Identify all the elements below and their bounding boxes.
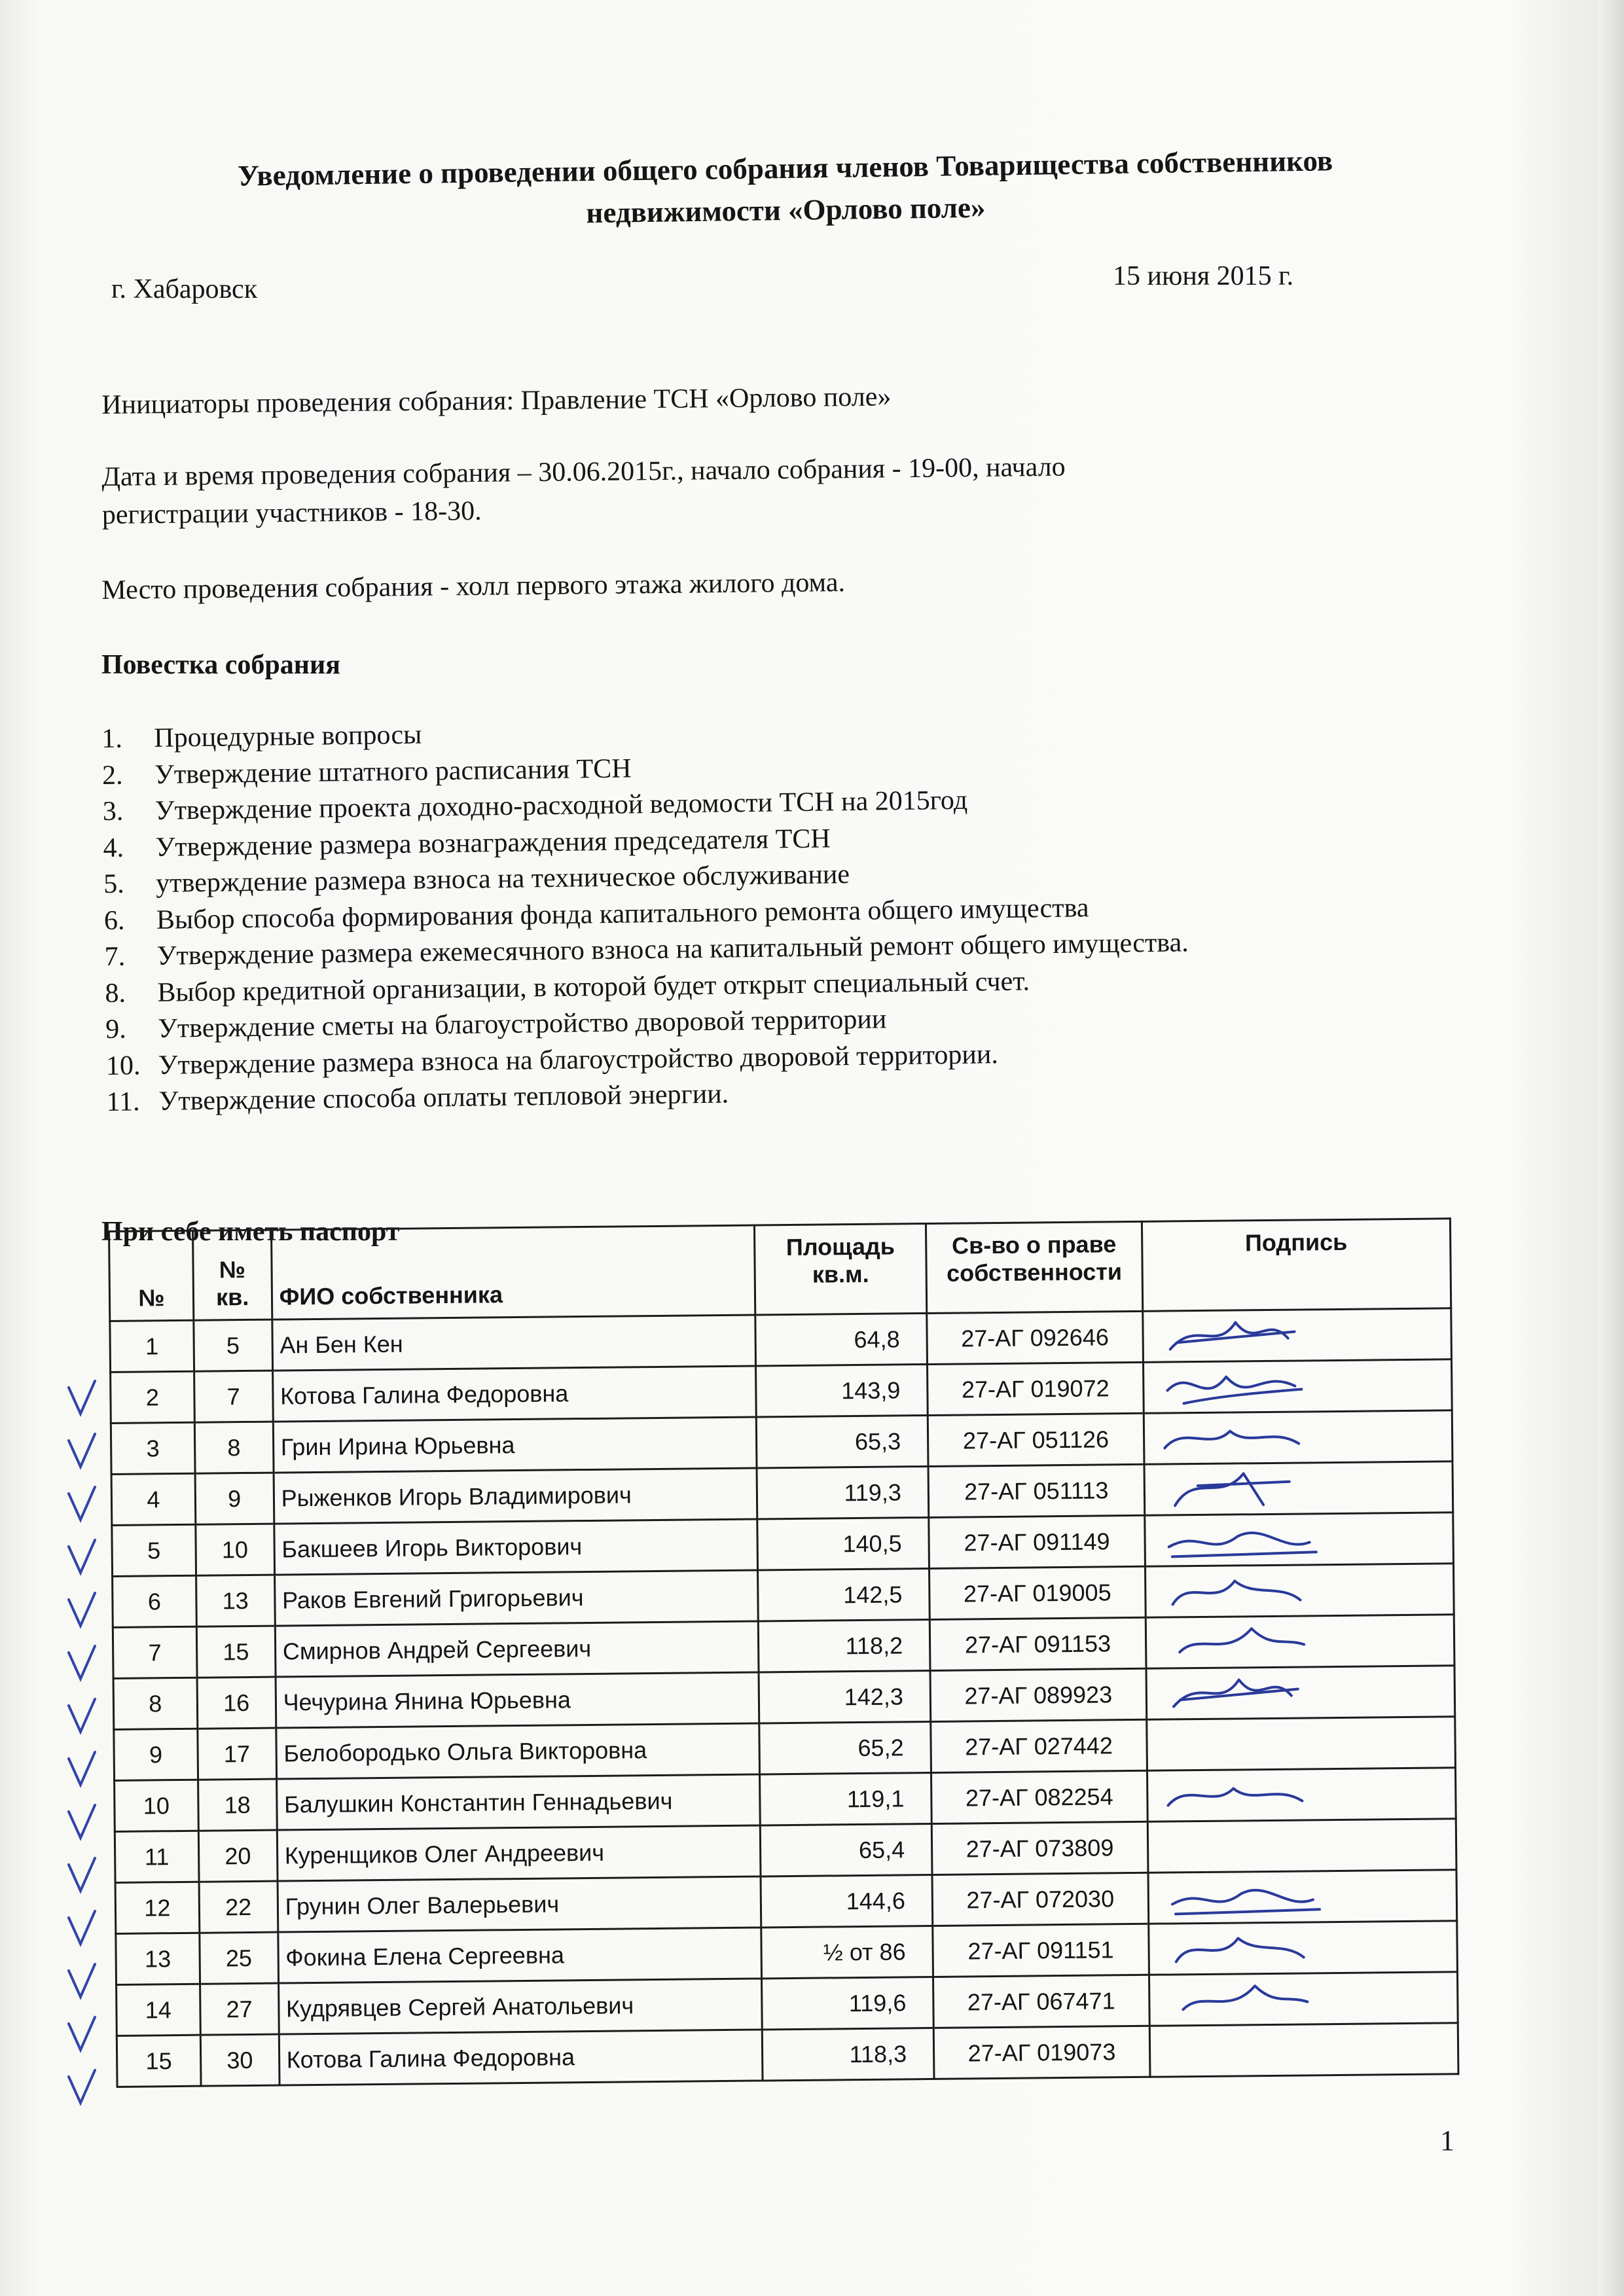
agenda-item-number: 1.	[101, 723, 123, 754]
header-name: ФИО собственника	[271, 1225, 755, 1319]
signature-scribble-icon	[1159, 1567, 1330, 1615]
apartment-number: 22	[199, 1881, 278, 1933]
signature-scribble-icon	[1159, 1516, 1329, 1564]
checkmark-icon	[69, 1858, 95, 1891]
signature-cell	[1148, 1870, 1457, 1924]
row-number: 4	[111, 1473, 196, 1525]
area-value: 65,3	[756, 1415, 928, 1468]
agenda-item-number: 8.	[105, 978, 126, 1009]
owner-name: Фокина Елена Сергеевна	[278, 1928, 761, 1983]
signature-cell	[1147, 1768, 1456, 1822]
area-value: 142,5	[758, 1568, 930, 1621]
apartment-number: 17	[198, 1728, 277, 1780]
owner-name: Смирнов Андрей Сергеевич	[275, 1621, 759, 1677]
area-value: 65,2	[759, 1721, 931, 1774]
apartment-number: 13	[196, 1575, 275, 1626]
signature-cell	[1145, 1564, 1454, 1618]
row-number: 1	[110, 1320, 194, 1372]
certificate-number: 27-АГ 073809	[931, 1821, 1148, 1874]
certificate-number: 27-АГ 027442	[931, 1719, 1147, 1772]
area-value: 64,8	[755, 1313, 928, 1366]
agenda-item-text: утверждение размера взноса на техническое обслуживание	[155, 859, 850, 899]
signature-cell	[1147, 1819, 1456, 1873]
area-value: 118,2	[758, 1619, 930, 1672]
header-apt: № кв.	[192, 1230, 272, 1320]
row-number: 2	[111, 1371, 195, 1423]
owner-name: Рыженков Игорь Владимирович	[274, 1468, 757, 1524]
certificate-number: 27-АГ 019072	[927, 1362, 1144, 1415]
signature-cell	[1145, 1513, 1454, 1567]
agenda-item-number: 2.	[101, 760, 123, 791]
margin-check-marks	[56, 1374, 115, 2134]
owner-name: Грин Ирина Юрьевна	[273, 1417, 757, 1473]
owner-name: Чечурина Янина Юрьевна	[276, 1672, 759, 1728]
owner-name: Белобородько Ольга Викторовна	[276, 1723, 759, 1779]
title-line-1: Уведомление о проведении общего собрания членов Товарищества собственников	[237, 144, 1333, 192]
agenda-item-number: 9.	[105, 1014, 126, 1045]
agenda-item-number: 7.	[104, 941, 126, 972]
apartment-number: 9	[195, 1473, 274, 1524]
document-title	[156, 139, 1415, 240]
datetime-line-2: регистрации участников - 18-30.	[101, 495, 482, 530]
city: г. Хабаровск	[111, 274, 258, 304]
agenda-item-text: Утверждение размера ежемесячного взноса на капитальный ремонт общего имущества.	[156, 927, 1189, 971]
row-number: 6	[113, 1575, 197, 1627]
certificate-number: 27-АГ 089923	[930, 1668, 1147, 1721]
datetime-line-1: Дата и время проведения собрания – 30.06.2015г., начало собрания - 19-00, начало	[101, 452, 1066, 492]
checkmark-icon	[69, 2070, 95, 2103]
certificate-number: 27-АГ 091153	[929, 1617, 1146, 1670]
agenda-item-number: 10.	[105, 1050, 141, 1081]
row-number: 3	[111, 1422, 195, 1474]
agenda-item-text: Процедурные вопросы	[154, 719, 422, 753]
checkmark-icon	[69, 1699, 95, 1732]
area-value: 143,9	[756, 1364, 928, 1417]
signature-scribble-icon	[1161, 1771, 1332, 1820]
signature-scribble-icon	[1163, 1924, 1333, 1973]
apartment-number: 25	[200, 1932, 279, 1984]
owner-name: Бакшеев Игорь Викторович	[274, 1519, 757, 1575]
area-value: 118,3	[762, 2028, 934, 2081]
row-number: 5	[112, 1524, 196, 1576]
title-line-2: недвижимости «Орлово поле»	[586, 190, 986, 230]
agenda-item-number: 5.	[103, 869, 125, 899]
apartment-number: 18	[198, 1779, 277, 1831]
agenda-item-text: Утверждение проекта доходно-расходной ведомости ТСН на 2015год	[154, 785, 968, 826]
certificate-number: 27-АГ 082254	[931, 1770, 1147, 1823]
apartment-number: 5	[194, 1319, 273, 1371]
scan-edge	[1598, 0, 1624, 2296]
signature-cell	[1146, 1666, 1455, 1720]
checkmark-icon	[69, 1964, 95, 1997]
signature-cell	[1146, 1615, 1454, 1669]
meeting-place: Место проведения собрания - холл первого этажа жилого дома.	[101, 567, 846, 605]
owner-name: Котова Галина Федоровна	[272, 1366, 756, 1422]
table-header-row	[109, 1219, 1451, 1321]
row-number: 7	[113, 1626, 197, 1678]
apartment-number: 8	[194, 1422, 274, 1473]
apartment-number: 16	[197, 1677, 276, 1729]
header-area: Площадь кв.м.	[755, 1224, 927, 1316]
certificate-number: 27-АГ 019073	[933, 2026, 1150, 2079]
owner-name: Куренщиков Олег Андреевич	[277, 1825, 761, 1881]
agenda-title: Повестка собрания	[101, 650, 340, 680]
certificate-number: 27-АГ 092646	[927, 1311, 1144, 1364]
certificate-number: 27-АГ 051126	[928, 1413, 1144, 1466]
page-number: 1	[1440, 2125, 1454, 2157]
checkmark-icon	[69, 1805, 95, 1838]
agenda-list	[101, 704, 1481, 1121]
apartment-number: 7	[194, 1371, 273, 1422]
certificate-number: 27-АГ 019005	[929, 1566, 1146, 1619]
area-value: 142,3	[759, 1670, 931, 1723]
area-value: 119,1	[760, 1772, 932, 1825]
agenda-item-text: Выбор способа формирования фонда капитального ремонта общего имущества	[156, 892, 1089, 935]
checkmark-icon	[69, 1752, 95, 1785]
row-number: 8	[113, 1677, 198, 1729]
signature-scribble-icon	[1158, 1414, 1329, 1462]
signature-scribble-icon	[1160, 1618, 1331, 1666]
signature-scribble-icon	[1158, 1465, 1329, 1513]
signature-scribble-icon	[1163, 1975, 1334, 2024]
row-number: 13	[116, 1933, 200, 1984]
table-body	[110, 1308, 1458, 2087]
certificate-number: 27-АГ 067471	[933, 1975, 1149, 2028]
owner-name: Грунин Олег Валерьевич	[278, 1876, 761, 1932]
apartment-number: 10	[196, 1524, 275, 1575]
row-number: 14	[117, 1984, 201, 2036]
row-number: 9	[114, 1729, 198, 1780]
apartment-number: 15	[196, 1626, 276, 1677]
signature-cell	[1143, 1359, 1452, 1414]
signature-scribble-icon	[1157, 1312, 1327, 1360]
row-number: 12	[115, 1882, 200, 1933]
signature-scribble-icon	[1162, 1873, 1333, 1922]
signature-cell	[1147, 1717, 1456, 1771]
row-number: 11	[115, 1831, 199, 1882]
owner-name: Ан Бен Кен	[272, 1315, 755, 1371]
meeting-datetime	[101, 444, 1444, 534]
area-value: 144,6	[761, 1874, 933, 1928]
signature-cell	[1149, 1972, 1458, 2026]
checkmark-icon	[69, 1381, 95, 1414]
apartment-number: 27	[200, 1983, 279, 2035]
checkmark-icon	[69, 2017, 95, 2050]
agenda-item-number: 11.	[106, 1086, 140, 1117]
agenda-item-text: Утверждение сметы на благоустройство дворовой территории	[157, 1004, 887, 1044]
agenda-item-text: Утверждение способа оплаты тепловой энергии.	[158, 1079, 729, 1117]
agenda-item-text: Выбор кредитной организации, в которой будет открыт специальный счет.	[157, 965, 1030, 1008]
certificate-number: 27-АГ 051113	[928, 1464, 1145, 1517]
owner-name: Балушкин Константин Геннадьевич	[276, 1774, 760, 1830]
apartment-number: 20	[198, 1830, 278, 1882]
area-value: 119,6	[762, 1977, 934, 2030]
agenda-item-text: Утверждение штатного расписания ТСН	[154, 753, 632, 790]
signature-cell	[1149, 2023, 1458, 2077]
signature-scribble-icon	[1160, 1669, 1331, 1717]
agenda-item-number: 6.	[103, 905, 125, 936]
initiators-text: Инициаторы проведения собрания: Правление ТСН «Орлово поле»	[101, 382, 892, 420]
checkmark-icon	[69, 1540, 95, 1573]
area-value: ½ от 86	[761, 1926, 933, 1979]
signature-scribble-icon	[1157, 1363, 1328, 1411]
agenda-item-number: 4.	[103, 833, 124, 863]
header-sign: Подпись	[1142, 1219, 1451, 1312]
checkmark-icon	[69, 1434, 95, 1467]
agenda-item-number: 3.	[102, 796, 124, 827]
apartment-number: 30	[200, 2034, 280, 2086]
owner-name: Раков Евгений Григорьевич	[274, 1570, 758, 1626]
header-no: №	[109, 1230, 194, 1321]
agenda-item-text: Утверждение размера взноса на благоустройство дворовой территории.	[158, 1039, 999, 1081]
row-number: 10	[115, 1780, 199, 1831]
checkmark-icon	[69, 1646, 95, 1679]
passport-note: При себе иметь паспорт	[101, 1217, 400, 1247]
signature-cell	[1144, 1462, 1453, 1516]
checkmark-icon	[69, 1911, 95, 1944]
signature-cell	[1149, 1921, 1458, 1975]
document-date: 15 июня 2015 г.	[1113, 261, 1294, 291]
header-cert: Св-во о праве собственности	[926, 1221, 1142, 1313]
checkmark-icon	[69, 1487, 95, 1520]
owners-table	[108, 1217, 1459, 2088]
area-value: 65,4	[760, 1823, 932, 1876]
checkmark-icon	[69, 1593, 95, 1626]
owner-name: Котова Галина Федоровна	[279, 2030, 763, 2085]
certificate-number: 27-АГ 072030	[932, 1873, 1149, 1926]
certificate-number: 27-АГ 091149	[929, 1515, 1146, 1568]
agenda-item-text: Утверждение размера вознаграждения председателя ТСН	[155, 823, 831, 863]
area-value: 119,3	[757, 1466, 929, 1519]
owner-name: Кудрявцев Сергей Анатольевич	[278, 1979, 762, 2034]
certificate-number: 27-АГ 091151	[933, 1924, 1149, 1977]
signature-cell	[1144, 1410, 1453, 1465]
signature-cell	[1143, 1308, 1452, 1363]
row-number: 15	[117, 2035, 201, 2087]
area-value: 140,5	[757, 1517, 929, 1570]
